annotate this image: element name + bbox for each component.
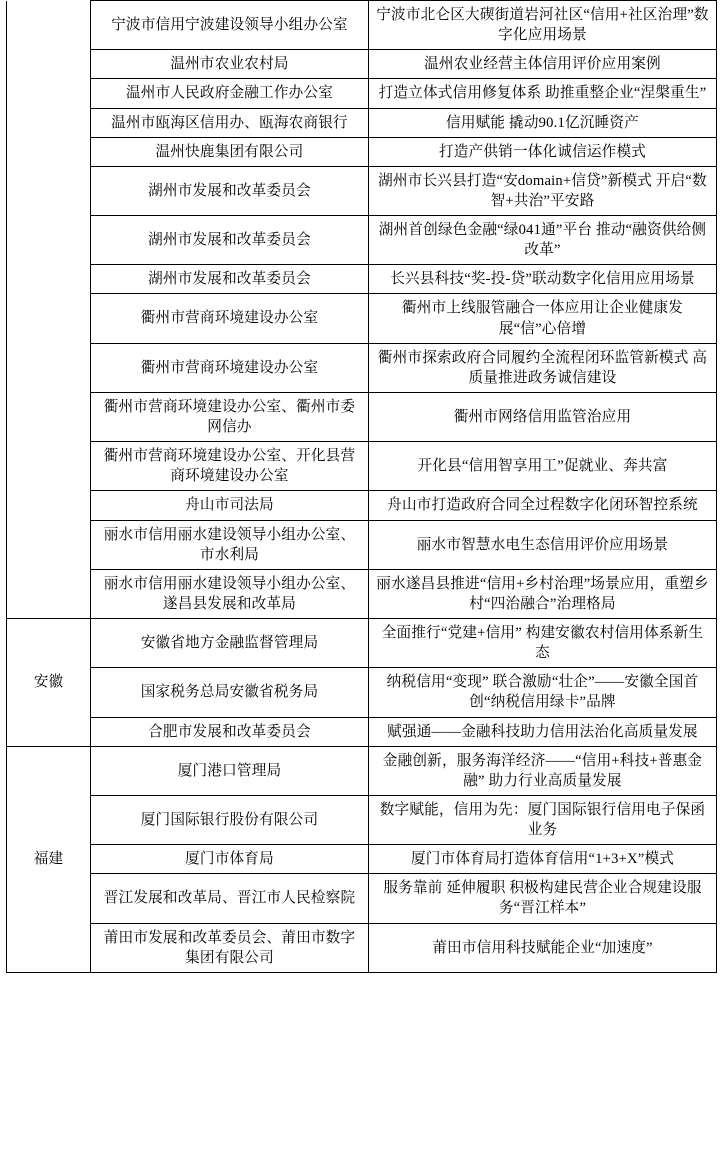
organization-cell: 厦门市体育局: [91, 845, 369, 874]
credit-cases-table: [6, 0, 717, 973]
organization-cell: 温州市人民政府金融工作办公室: [91, 79, 369, 108]
table-row: [7, 668, 717, 717]
organization-cell: 衢州市营商环境建设办公室、衢州市委网信办: [91, 392, 369, 441]
case-title-cell: 宁波市北仑区大碶街道岩河社区“信用+社区治理”数字化应用场景: [369, 1, 717, 50]
case-title-cell: 厦门市体育局打造体育信用“1+3+X”模式: [369, 845, 717, 874]
table-row: [7, 216, 717, 265]
table-row: [7, 746, 717, 795]
organization-cell: 衢州市营商环境建设办公室: [91, 343, 369, 392]
case-title-cell: 丽水遂昌县推进“信用+乡村治理”场景应用，重塑乡村“四治融合”治理格局: [369, 569, 717, 618]
organization-cell: 温州市瓯海区信用办、瓯海农商银行: [91, 108, 369, 137]
table-row: [7, 442, 717, 491]
table-row: [7, 50, 717, 79]
table-row: [7, 717, 717, 746]
region-cell: [7, 1, 91, 619]
organization-cell: 湖州市发展和改革委员会: [91, 166, 369, 215]
case-title-cell: 衢州市网络信用监管治应用: [369, 392, 717, 441]
table-row: [7, 520, 717, 569]
case-title-cell: 信用赋能 撬动90.1亿沉睡资产: [369, 108, 717, 137]
table-row: [7, 166, 717, 215]
case-title-cell: 数字赋能，信用为先：厦门国际银行信用电子保函业务: [369, 795, 717, 844]
case-title-cell: 衢州市探索政府合同履约全流程闭环监管新模式 高质量推进政务诚信建设: [369, 343, 717, 392]
table-row: [7, 294, 717, 343]
table-row: [7, 392, 717, 441]
case-title-cell: 打造立体式信用修复体系 助推重整企业“涅槃重生”: [369, 79, 717, 108]
region-cell: 安徽: [7, 619, 91, 747]
case-title-cell: 打造产供销一体化诚信运作模式: [369, 137, 717, 166]
organization-cell: 温州市农业农村局: [91, 50, 369, 79]
organization-cell: 衢州市营商环境建设办公室: [91, 294, 369, 343]
organization-cell: 合肥市发展和改革委员会: [91, 717, 369, 746]
organization-cell: 厦门国际银行股份有限公司: [91, 795, 369, 844]
case-title-cell: 舟山市打造政府合同全过程数字化闭环智控系统: [369, 491, 717, 520]
case-title-cell: 湖州市长兴县打造“安domain+信贷”新模式 开启“数智+共治”平安路: [369, 166, 717, 215]
organization-cell: 安徽省地方金融监督管理局: [91, 619, 369, 668]
organization-cell: 厦门港口管理局: [91, 746, 369, 795]
organization-cell: 湖州市发展和改革委员会: [91, 265, 369, 294]
case-title-cell: 衢州市上线服管融合一体应用让企业健康发展“信”心倍增: [369, 294, 717, 343]
case-title-cell: 赋强通——金融科技助力信用法治化高质量发展: [369, 717, 717, 746]
organization-cell: 丽水市信用丽水建设领导小组办公室、市水利局: [91, 520, 369, 569]
table-row: [7, 343, 717, 392]
case-title-cell: 金融创新，服务海洋经济——“信用+科技+普惠金融” 助力行业高质量发展: [369, 746, 717, 795]
table-row: [7, 923, 717, 972]
table-row: [7, 1, 717, 50]
table-row: [7, 569, 717, 618]
region-cell: 福建: [7, 746, 91, 972]
table-row: [7, 265, 717, 294]
table-row: [7, 491, 717, 520]
case-title-cell: 服务靠前 延伸履职 积极构建民营企业合规建设服务“晋江样本”: [369, 874, 717, 923]
table-row: [7, 79, 717, 108]
organization-cell: 温州快鹿集团有限公司: [91, 137, 369, 166]
case-title-cell: 纳税信用“变现” 联合激励“壮企”——安徽全国首创“纳税信用绿卡”品牌: [369, 668, 717, 717]
organization-cell: 衢州市营商环境建设办公室、开化县营商环境建设办公室: [91, 442, 369, 491]
case-title-cell: 湖州首创绿色金融“绿041通”平台 推动“融资供给侧改革”: [369, 216, 717, 265]
organization-cell: 国家税务总局安徽省税务局: [91, 668, 369, 717]
case-title-cell: 莆田市信用科技赋能企业“加速度”: [369, 923, 717, 972]
table-row: [7, 845, 717, 874]
organization-cell: 莆田市发展和改革委员会、莆田市数字集团有限公司: [91, 923, 369, 972]
case-title-cell: 全面推行“党建+信用” 构建安徽农村信用体系新生态: [369, 619, 717, 668]
organization-cell: 宁波市信用宁波建设领导小组办公室: [91, 1, 369, 50]
case-title-cell: 温州农业经营主体信用评价应用案例: [369, 50, 717, 79]
table-row: [7, 137, 717, 166]
table-row: [7, 619, 717, 668]
case-title-cell: 丽水市智慧水电生态信用评价应用场景: [369, 520, 717, 569]
case-title-cell: 开化县“信用智享用工”促就业、奔共富: [369, 442, 717, 491]
organization-cell: 晋江发展和改革局、晋江市人民检察院: [91, 874, 369, 923]
table-body: [7, 1, 717, 973]
table-row: [7, 874, 717, 923]
table-row: [7, 108, 717, 137]
organization-cell: 丽水市信用丽水建设领导小组办公室、遂昌县发展和改革局: [91, 569, 369, 618]
case-title-cell: 长兴县科技“奖-投-贷”联动数字化信用应用场景: [369, 265, 717, 294]
organization-cell: 湖州市发展和改革委员会: [91, 216, 369, 265]
table-row: [7, 795, 717, 844]
organization-cell: 舟山市司法局: [91, 491, 369, 520]
